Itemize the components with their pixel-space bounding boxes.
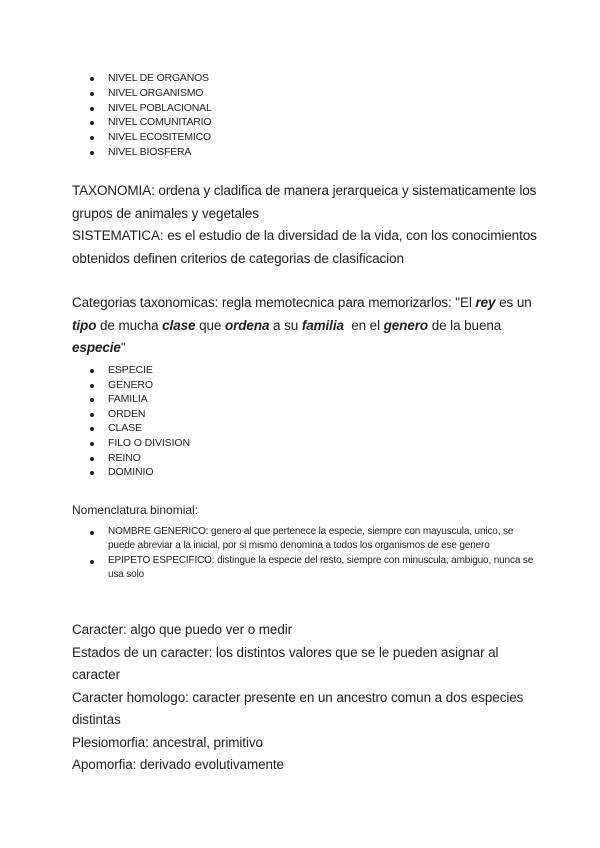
- mnemonic-text: que: [195, 317, 225, 333]
- mnemonic-keyword: genero: [383, 317, 429, 333]
- mnemonic-text: Categorias taxonomicas: regla memotecnica para memorizarlos: "El: [72, 295, 476, 310]
- mnemonic-keyword: rey: [475, 295, 496, 310]
- list-item: NOMBRE GENERICO: genero al que pertenece la especie, siempre con mayuscula, unico, se puede abreviar a la inicial, por si mismo denomina a todos los organismos de ese genero: [72, 525, 542, 554]
- mnemonic-text: es un: [495, 295, 532, 310]
- mnemonic-text: a su: [269, 317, 302, 333]
- plesiomorfia-definition: Plesiomorfia: ancestral, primitivo: [72, 734, 263, 750]
- list-item: NIVEL ECOSITEMICO: [72, 130, 212, 145]
- levels-list: [72, 71, 212, 160]
- apomorfia-definition: Apomorfia: derivado evolutivamente: [72, 757, 284, 772]
- list-item: FILO O DIVISION: [72, 436, 190, 451]
- mnemonic-keyword: familia: [301, 317, 344, 333]
- list-item: FAMILIA: [72, 392, 190, 407]
- nomenclature-list: [72, 525, 542, 583]
- mnemonic-text: en el: [343, 317, 384, 333]
- list-item: NIVEL POBLACIONAL: [72, 101, 212, 116]
- caracter-definition: Caracter: algo que puedo ver o medir: [72, 622, 293, 637]
- list-item: EPIPETO ESPECIFICO: distingue la especie del resto, siempre con minuscula, ambiguo, nunca se usa solo: [72, 554, 542, 583]
- categories-list: [72, 363, 190, 480]
- mnemonic-keyword: clase: [162, 317, 196, 333]
- mnemonic-text: de la buena: [428, 317, 502, 333]
- list-item: DOMINIO: [72, 465, 190, 480]
- list-item: NIVEL BIOSFERA: [72, 145, 212, 160]
- mnemonic-paragraph: [72, 292, 542, 360]
- list-item: NIVEL COMUNITARIO: [72, 115, 212, 130]
- mnemonic-keyword: tipo: [72, 317, 97, 333]
- taxonomia-definition: TAXONOMIA: ordena y cladifica de manera jerarqueica y sistematicamente los grupos de animales y vegetales: [72, 183, 537, 221]
- nomenclature-title: Nomenclatura binomial:: [72, 503, 199, 517]
- sistematica-definition: SISTEMATICA: es el estudio de la diversidad de la vida, con los conocimientos obtenidos definen criterios de categorias de clasificacion: [72, 228, 537, 266]
- list-item: GENERO: [72, 378, 190, 393]
- list-item: REINO: [72, 451, 190, 466]
- list-item: NIVEL ORGANISMO: [72, 86, 212, 101]
- homologo-definition: Caracter homologo: caracter presente en un ancestro comun a dos especies distintas: [72, 689, 524, 727]
- list-item: NIVEL DE ORGANOS: [72, 71, 212, 86]
- mnemonic-text: ": [120, 340, 126, 355]
- list-item: CLASE: [72, 421, 190, 436]
- mnemonic-keyword: ordena: [224, 317, 270, 333]
- characters-block: [72, 619, 542, 777]
- mnemonic-text: de mucha: [96, 317, 163, 333]
- definitions-block: [72, 180, 542, 270]
- list-item: ESPECIE: [72, 363, 190, 378]
- list-item: ORDEN: [72, 407, 190, 422]
- mnemonic-keyword: especie: [72, 340, 121, 355]
- estados-definition: Estados de un caracter: los distintos valores que se le pueden asignar al caracter: [72, 644, 499, 682]
